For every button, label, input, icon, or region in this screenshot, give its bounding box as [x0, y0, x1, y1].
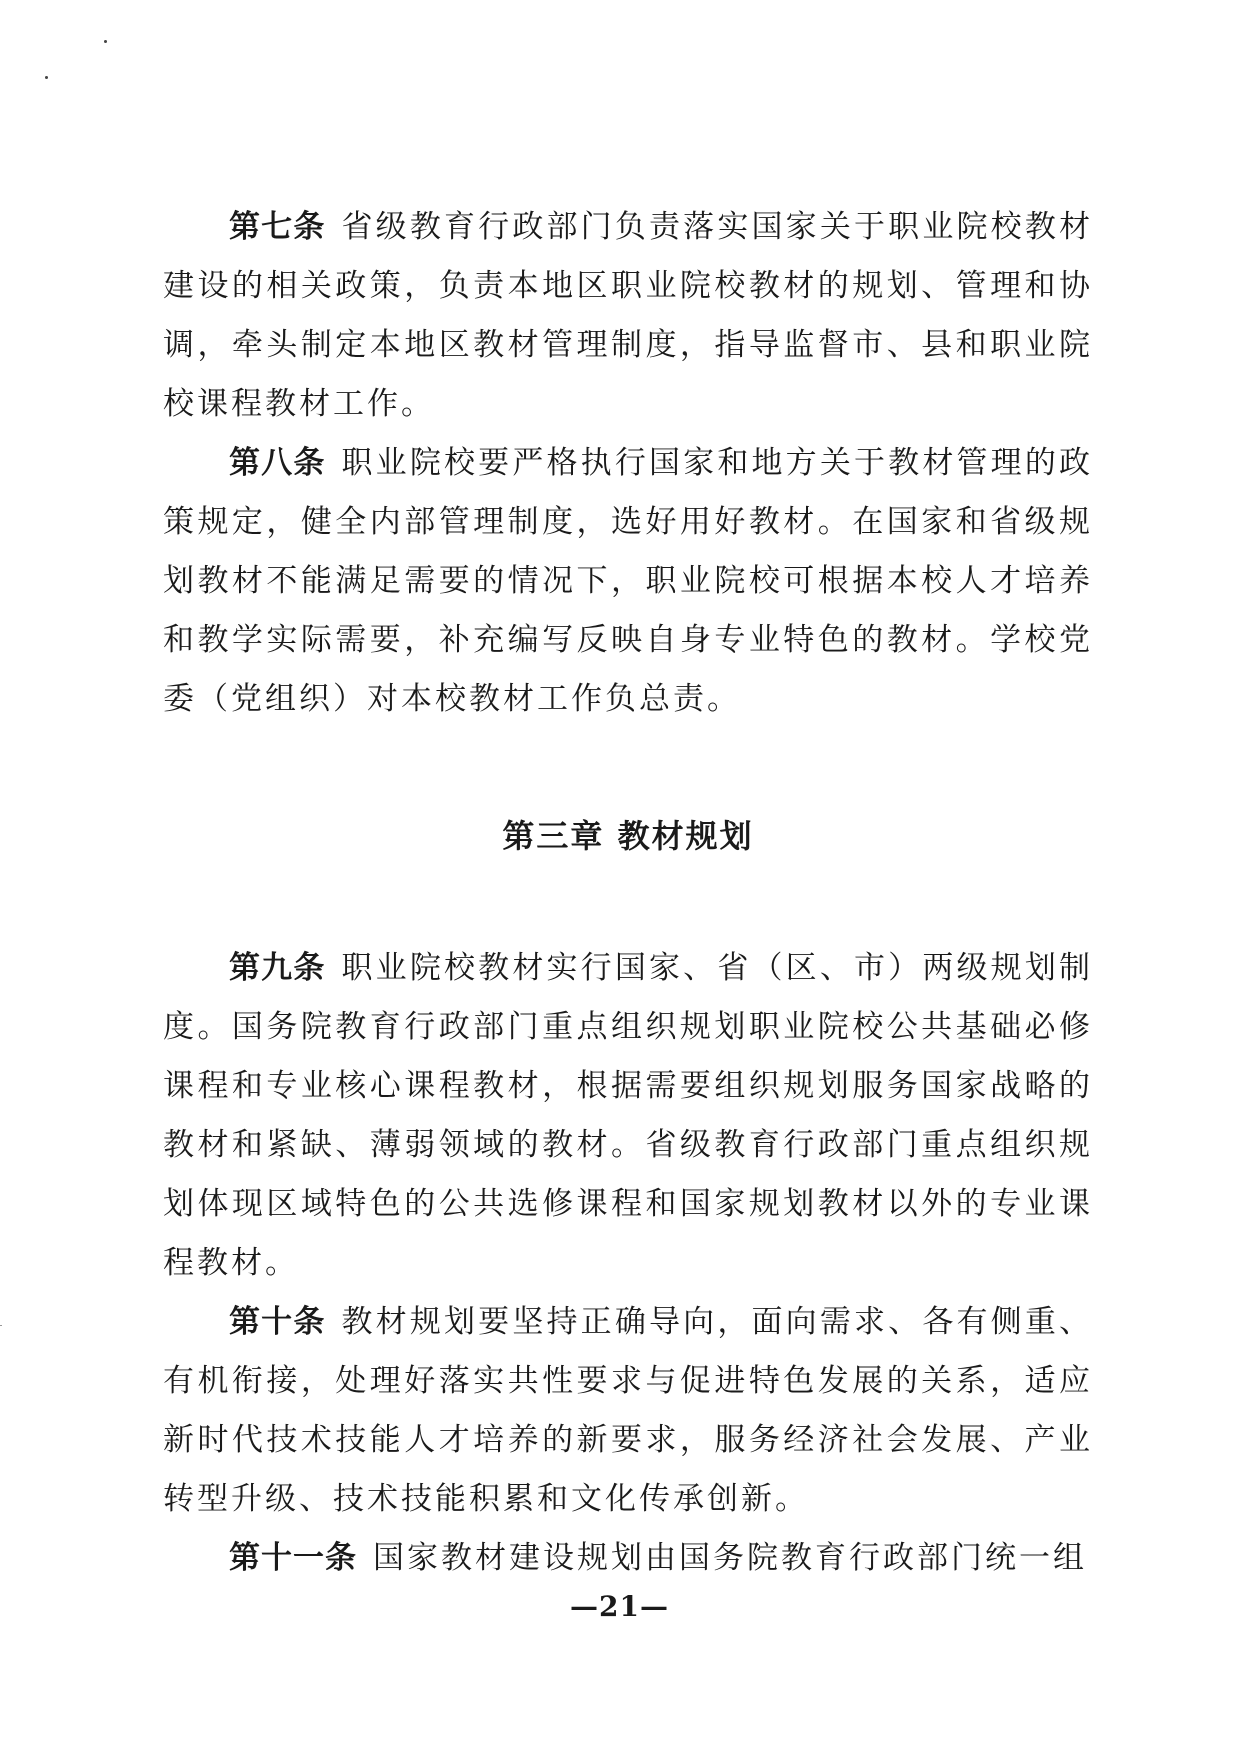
article-7: [163, 198, 1093, 434]
article-text: 职业院校要严格执行国家和地方关于教材管理的政策规定，健全内部管理制度，选好用好教材。在国家和省级规划教材不能满足需要的情况下，职业院校可根据本校人才培养和教学实际需要，补充编写反映自身专业特色的教材。学校党委（党组织）对本校教材工作负总责。: [163, 445, 1093, 717]
article-label: 第十条: [229, 1304, 326, 1340]
article-text: 职业院校教材实行国家、省（区、市）两级规划制度。国务院教育行政部门重点组织规划职业院校公共基础必修课程和专业核心课程教材，根据需要组织规划服务国家战略的教材和紧缺、薄弱领域的教材。省级教育行政部门重点组织规划体现区域特色的公共选修课程和国家规划教材以外的专业课程教材。: [163, 950, 1093, 1281]
scan-speck: [45, 76, 48, 79]
article-label: 第十一条: [229, 1540, 357, 1576]
article-9: [163, 939, 1093, 1293]
article-8: [163, 434, 1093, 729]
article-text: 省级教育行政部门负责落实国家关于职业院校教材建设的相关政策，负责本地区职业院校教材的规划、管理和协调，牵头制定本地区教材管理制度，指导监督市、县和职业院校课程教材工作。: [163, 209, 1093, 422]
scan-mark: [0, 1325, 2, 1326]
page-number: —21—: [570, 1590, 669, 1623]
article-11: [163, 1529, 1093, 1588]
article-text: 国家教材建设规划由国务院教育行政部门统一组: [373, 1540, 1087, 1576]
article-10: [163, 1293, 1093, 1529]
scan-speck: [104, 40, 107, 43]
article-label: 第九条: [229, 950, 326, 986]
document-body: [163, 198, 1093, 1588]
article-text: 教材规划要坚持正确导向，面向需求、各有侧重、有机衔接，处理好落实共性要求与促进特色发展的关系，适应新时代技术技能人才培养的新要求，服务经济社会发展、产业转型升级、技术技能积累和文化传承创新。: [163, 1304, 1093, 1517]
article-label: 第八条: [229, 445, 326, 481]
chapter-title: 第三章 教材规划: [502, 817, 754, 855]
article-label: 第七条: [229, 209, 326, 245]
